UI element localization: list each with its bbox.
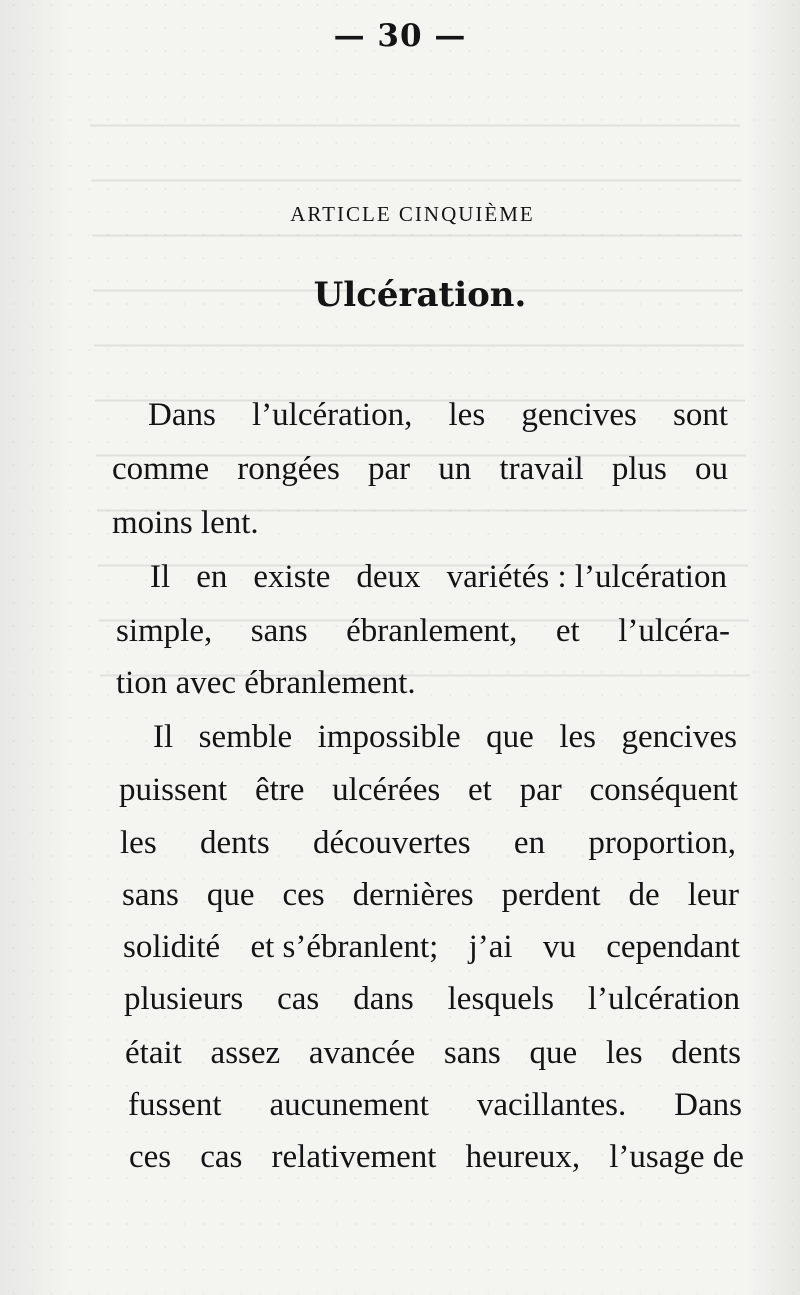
text-line — [116, 660, 490, 706]
word: deux — [356, 559, 421, 595]
word: cas — [200, 1139, 243, 1175]
word: sans — [250, 613, 308, 649]
word: l’ulcération — [587, 981, 740, 1017]
word: vu — [542, 929, 576, 965]
word: semble — [198, 719, 293, 755]
word: travail — [499, 451, 584, 487]
word: ces — [129, 1139, 172, 1175]
word: variétés : l’ulcération — [446, 559, 727, 595]
word: un — [438, 451, 472, 487]
word: l’ulcéra- — [618, 613, 730, 649]
word: en — [513, 825, 546, 861]
text-line — [129, 1134, 744, 1180]
word: sans — [443, 1035, 501, 1071]
text-line — [119, 767, 738, 813]
word: existe — [253, 559, 331, 595]
word: en — [196, 559, 228, 595]
text-line — [112, 500, 300, 546]
word: comme — [112, 451, 210, 487]
word: plusieurs — [124, 981, 244, 1017]
text-line — [148, 392, 728, 438]
word: dans — [353, 981, 414, 1017]
page-number: — 30 — — [333, 18, 467, 54]
word: dernières — [352, 877, 474, 913]
page-title: Ulcération. — [313, 275, 527, 315]
word: ces — [282, 877, 325, 913]
word: ulcérées — [332, 772, 441, 808]
word: dents — [671, 1035, 741, 1071]
text-line — [122, 872, 739, 918]
word: lesquels — [447, 981, 554, 1017]
word: Dans — [674, 1087, 742, 1123]
word: et — [555, 613, 580, 649]
word: cependant — [606, 929, 740, 965]
word: cas — [277, 981, 320, 1017]
word: moins lent. — [112, 505, 259, 541]
word: être — [254, 772, 305, 808]
text-line — [124, 976, 740, 1022]
word: de — [628, 877, 660, 913]
text-line — [150, 554, 727, 600]
text-line — [153, 714, 737, 760]
text-line — [120, 820, 736, 866]
word: les — [559, 719, 596, 755]
word: Il — [153, 719, 174, 755]
word: perdent — [501, 877, 601, 913]
word: leur — [687, 877, 739, 913]
text-line — [112, 446, 728, 492]
word: dents — [200, 825, 270, 861]
word: par — [368, 451, 411, 487]
word: et — [468, 772, 492, 808]
word: fussent — [128, 1087, 222, 1123]
word: impossible — [317, 719, 461, 755]
word: et s’ébranlent; — [250, 929, 439, 965]
word: les — [448, 397, 486, 433]
word: plus — [611, 451, 667, 487]
text-line — [125, 1030, 741, 1076]
word: heureux, — [465, 1139, 581, 1175]
text-line — [128, 1082, 742, 1128]
word: assez — [210, 1035, 281, 1071]
word: ou — [694, 451, 728, 487]
word: simple, — [116, 613, 213, 649]
word: que — [529, 1035, 578, 1071]
word: sans — [122, 877, 179, 913]
word: découvertes — [313, 825, 471, 861]
word: aucunement — [269, 1087, 429, 1123]
word: était — [125, 1035, 182, 1071]
word: Il — [150, 559, 171, 595]
article-label: ARTICLE CINQUIÈME — [290, 202, 535, 226]
word: gencives — [621, 719, 737, 755]
word: sont — [672, 397, 728, 433]
text-line — [116, 608, 730, 654]
word: j’ai — [468, 929, 513, 965]
word: ébranlement, — [346, 613, 518, 649]
word: puissent — [119, 772, 228, 808]
word: conséquent — [589, 772, 738, 808]
word: que — [486, 719, 534, 755]
word: tion avec ébranlement. — [116, 665, 416, 701]
word: proportion, — [588, 825, 736, 861]
word: Dans — [148, 397, 216, 433]
word: avancée — [308, 1035, 416, 1071]
word: rongées — [237, 451, 340, 487]
word: les — [605, 1035, 643, 1071]
word: l’ulcération, — [252, 397, 413, 433]
word: relativement — [271, 1139, 437, 1175]
word: l’usage de — [609, 1139, 744, 1175]
word: les — [120, 825, 157, 861]
word: vacillantes. — [476, 1087, 627, 1123]
word: gencives — [521, 397, 637, 433]
text-line — [123, 924, 740, 970]
word: solidité — [123, 929, 221, 965]
word: que — [206, 877, 255, 913]
word: par — [519, 772, 562, 808]
